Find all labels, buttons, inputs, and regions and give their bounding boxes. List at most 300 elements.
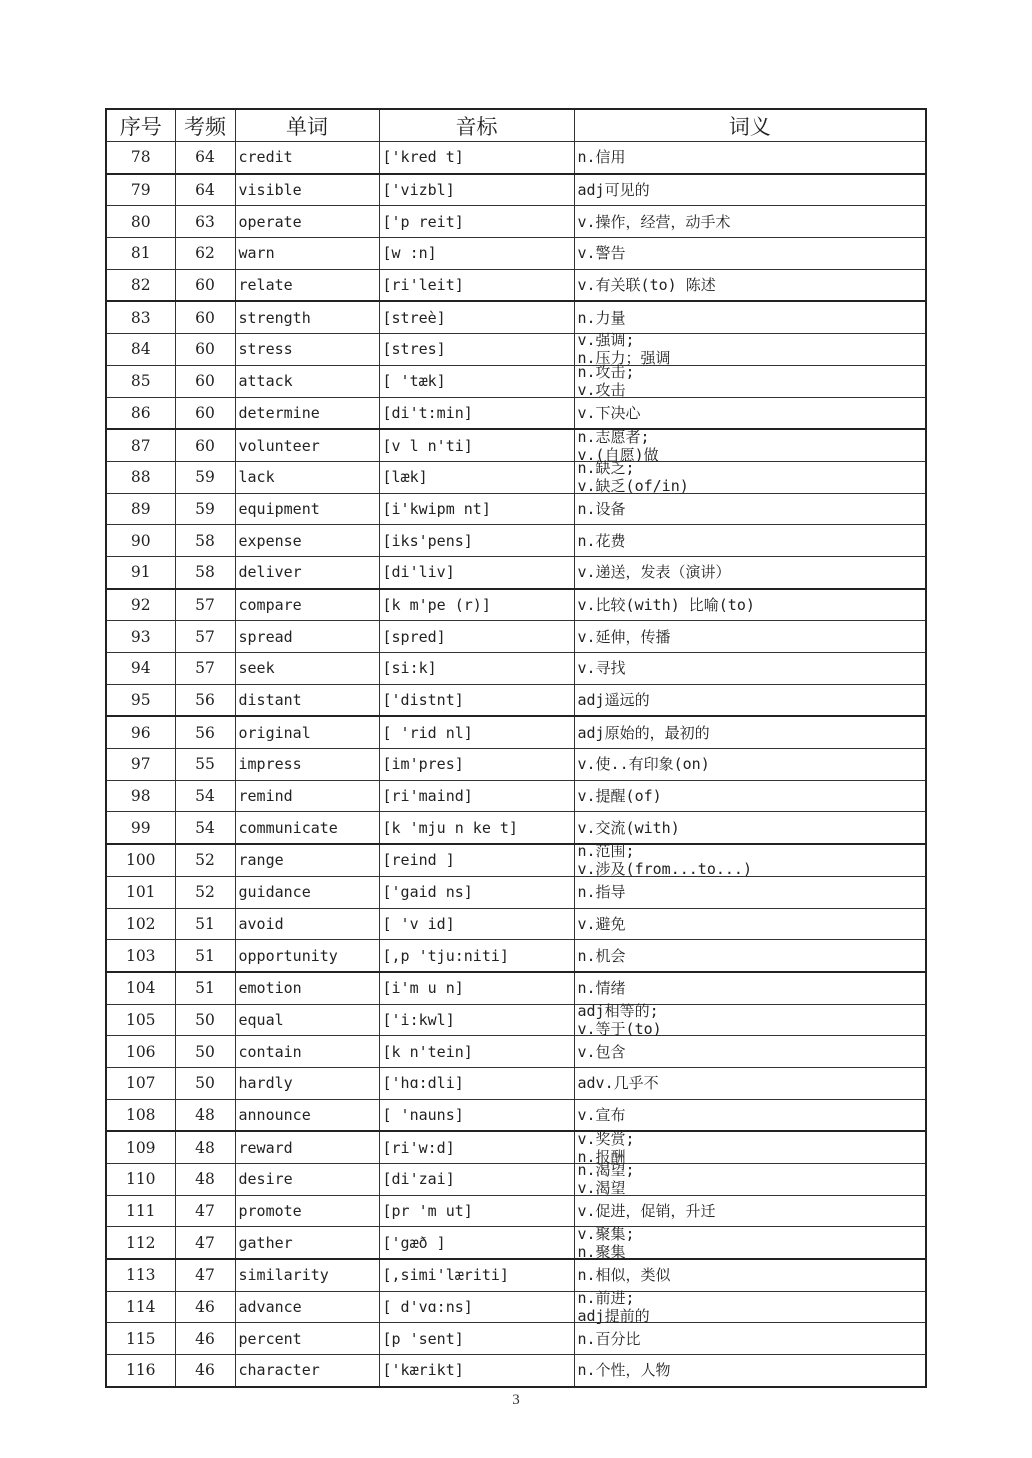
meaning-lines [578,270,923,300]
meaning-lines [578,175,923,205]
row-phonetic: [ 'rid nl] [379,716,574,748]
row-word: guidance [235,876,379,908]
table-row [106,397,926,429]
row-frequency: 48 [175,1131,235,1163]
meaning-line: n.渴望; [577,1161,635,1180]
meaning-line: v.避免 [577,914,626,933]
row-index: 85 [106,365,175,397]
table-row [106,493,926,525]
header-phonetic: 音标 [379,109,574,142]
header-meaning: 词义 [574,109,926,142]
table-row [106,269,926,301]
meaning-lines [578,526,923,556]
table-row [106,1131,926,1163]
meaning-line: adj相等的; [577,1001,659,1020]
row-index: 89 [106,493,175,525]
row-index: 114 [106,1291,175,1323]
meaning-lines [578,1260,923,1290]
row-index: 105 [106,1004,175,1036]
meaning-lines [578,653,923,683]
row-word: impress [235,749,379,781]
row-phonetic: [p 'sent] [379,1323,574,1355]
row-meaning [574,653,926,685]
meaning-line: n.前进; [577,1289,635,1308]
row-meaning [574,1224,926,1261]
meaning-lines [577,427,923,464]
table-row [106,844,926,876]
meaning-lines [578,590,923,620]
row-meaning [574,459,926,496]
row-phonetic: [di't:min] [379,397,574,429]
table-row [106,876,926,908]
row-phonetic: [k m'pe (r)] [379,589,574,621]
meaning-line: v.交流(with) [577,818,680,837]
row-word: desire [235,1164,379,1196]
row-phonetic: [v l n'ti] [379,429,574,461]
row-meaning [574,525,926,557]
table-row [106,174,926,206]
meaning-line: n.相似，类似 [577,1266,671,1285]
meaning-lines [578,238,923,268]
meaning-lines [578,877,923,907]
table-row [106,1323,926,1355]
row-word: gather [235,1227,379,1259]
row-frequency: 60 [175,334,235,366]
meaning-line: v.比较(with) 比喻(to) [577,595,755,614]
row-word: volunteer [235,429,379,461]
row-phonetic: ['gaid ns] [379,876,574,908]
row-word: reward [235,1131,379,1163]
row-meaning [574,1355,926,1387]
row-meaning [574,331,926,368]
row-index: 112 [106,1227,175,1259]
row-phonetic: [reind ] [379,844,574,876]
row-meaning [574,1036,926,1068]
row-index: 107 [106,1067,175,1099]
row-meaning [574,1099,926,1131]
meaning-line: adv.几乎不 [577,1074,659,1093]
row-index: 95 [106,684,175,716]
row-phonetic: [k n'tein] [379,1036,574,1068]
row-phonetic: [si:k] [379,653,574,685]
row-frequency: 64 [175,142,235,174]
row-frequency: 47 [175,1227,235,1259]
row-word: equal [235,1004,379,1036]
meaning-lines [578,1068,923,1098]
meaning-lines [578,303,923,333]
row-phonetic: [læk] [379,461,574,493]
row-meaning [574,972,926,1004]
row-index: 108 [106,1099,175,1131]
row-index: 99 [106,812,175,844]
row-phonetic: [streè] [379,301,574,333]
row-meaning [574,1161,926,1198]
meaning-lines [578,1100,923,1130]
meaning-lines [577,331,923,368]
meaning-line: n.聚集 [577,1242,626,1261]
row-word: character [235,1355,379,1387]
row-index: 80 [106,206,175,238]
meaning-line: v.奖赏; [577,1129,635,1148]
meaning-line: n.机会 [577,946,626,965]
meaning-line: n.花费 [577,531,626,550]
row-word: avoid [235,908,379,940]
meaning-line: v.宣布 [577,1105,626,1124]
row-meaning [574,174,926,206]
meaning-lines [578,622,923,652]
table-row [106,1036,926,1068]
meaning-line: n.设备 [577,499,626,518]
meaning-line: n.个性，人物 [577,1361,671,1380]
meaning-line: n.百分比 [577,1329,641,1348]
row-meaning [574,363,926,400]
row-frequency: 51 [175,972,235,1004]
header-index: 序号 [106,109,175,142]
row-meaning [574,301,926,333]
row-frequency: 46 [175,1291,235,1323]
table-row [106,1195,926,1227]
row-word: strength [235,301,379,333]
row-frequency: 50 [175,1004,235,1036]
meaning-line: v.聚集; [577,1224,635,1243]
row-meaning [574,1323,926,1355]
meaning-line: v.提醒(of) [577,787,662,806]
meaning-line: adj原始的，最初的 [577,723,710,742]
row-frequency: 59 [175,493,235,525]
row-word: contain [235,1036,379,1068]
row-meaning [574,206,926,238]
meaning-lines [578,1355,923,1385]
row-word: promote [235,1195,379,1227]
meaning-line: n.缺乏; [577,459,635,478]
row-phonetic: ['i:kwl] [379,1004,574,1036]
row-meaning [574,142,926,174]
table-row [106,1291,926,1323]
table-row [106,461,926,493]
row-word: credit [235,142,379,174]
row-meaning [574,684,926,716]
row-frequency: 46 [175,1323,235,1355]
row-frequency: 60 [175,301,235,333]
row-meaning [574,1067,926,1099]
table-row [106,812,926,844]
table-row [106,334,926,366]
row-word: opportunity [235,940,379,972]
row-phonetic: [ 'v id] [379,908,574,940]
row-frequency: 52 [175,876,235,908]
table-row [106,525,926,557]
row-frequency: 56 [175,716,235,748]
row-word: relate [235,269,379,301]
row-frequency: 52 [175,844,235,876]
row-phonetic: [ 'tæk] [379,365,574,397]
row-index: 101 [106,876,175,908]
row-phonetic: [pr 'm ut] [379,1195,574,1227]
row-index: 87 [106,429,175,461]
row-word: seek [235,653,379,685]
row-phonetic: ['kærikt] [379,1355,574,1387]
row-phonetic: [stres] [379,334,574,366]
meaning-lines [578,909,923,939]
row-frequency: 63 [175,206,235,238]
meaning-line: v.延伸，传播 [577,627,671,646]
row-frequency: 57 [175,653,235,685]
row-index: 82 [106,269,175,301]
meaning-lines [578,1196,923,1226]
row-word: distant [235,684,379,716]
table-row [106,206,926,238]
row-frequency: 47 [175,1259,235,1291]
row-word: visible [235,174,379,206]
meaning-line: v.寻找 [577,659,626,678]
meaning-lines [577,1224,923,1261]
row-index: 102 [106,908,175,940]
row-meaning [574,238,926,270]
row-phonetic: [,simi'læriti] [379,1259,574,1291]
row-phonetic: [di'zai] [379,1164,574,1196]
row-word: lack [235,461,379,493]
meaning-line: adj可见的 [577,181,650,200]
meaning-line: n.压力；强调 [577,349,671,368]
row-frequency: 46 [175,1355,235,1387]
row-meaning [574,749,926,781]
row-phonetic: [ d'vɑ:ns] [379,1291,574,1323]
meaning-line: n.志愿者; [577,427,650,446]
table-row [106,684,926,716]
row-phonetic: [w :n] [379,238,574,270]
meaning-lines [578,941,923,971]
row-frequency: 50 [175,1036,235,1068]
meaning-lines [577,1001,923,1038]
row-frequency: 58 [175,556,235,588]
meaning-lines [577,1161,923,1198]
row-frequency: 51 [175,908,235,940]
row-word: announce [235,1099,379,1131]
row-meaning [574,427,926,464]
row-frequency: 60 [175,269,235,301]
row-index: 91 [106,556,175,588]
meaning-line: v.缺乏(of/in) [577,477,689,496]
table-row [106,940,926,972]
meaning-line: v.警告 [577,244,626,263]
meaning-line: adj遥远的 [577,691,650,710]
row-word: operate [235,206,379,238]
row-meaning [574,621,926,653]
row-word: range [235,844,379,876]
row-phonetic: ['distnt] [379,684,574,716]
row-word: communicate [235,812,379,844]
meaning-lines [577,459,923,496]
row-index: 98 [106,780,175,812]
row-phonetic: [i'kwipm nt] [379,493,574,525]
row-phonetic: [,p 'tju:niti] [379,940,574,972]
row-meaning [574,716,926,748]
row-phonetic: [di'liv] [379,556,574,588]
row-meaning [574,940,926,972]
meaning-line: adj提前的 [577,1307,650,1326]
row-word: hardly [235,1067,379,1099]
row-frequency: 50 [175,1067,235,1099]
row-phonetic: ['vizbl] [379,174,574,206]
row-frequency: 48 [175,1164,235,1196]
meaning-lines [578,1324,923,1354]
table-row [106,1067,926,1099]
table-row [106,556,926,588]
meaning-lines [578,557,923,587]
row-phonetic: ['p reit] [379,206,574,238]
row-index: 115 [106,1323,175,1355]
row-word: compare [235,589,379,621]
row-frequency: 48 [175,1099,235,1131]
row-word: deliver [235,556,379,588]
table-row [106,653,926,685]
row-index: 96 [106,716,175,748]
meaning-line: n.力量 [577,308,626,327]
meaning-line: v.包含 [577,1042,626,1061]
row-word: equipment [235,493,379,525]
row-index: 111 [106,1195,175,1227]
meaning-line: v.攻击 [577,381,626,400]
page-number: 3 [512,1392,520,1408]
table-row [106,1355,926,1387]
row-index: 83 [106,301,175,333]
row-index: 79 [106,174,175,206]
meaning-line: v.递送，发表（演讲） [577,563,731,582]
row-index: 88 [106,461,175,493]
row-frequency: 55 [175,749,235,781]
meaning-lines [578,813,923,843]
meaning-lines [578,1037,923,1067]
vocabulary-table [105,108,927,1388]
row-phonetic: [iks'pens] [379,525,574,557]
row-meaning [574,269,926,301]
meaning-lines [577,1129,923,1166]
meaning-lines [577,1289,923,1326]
row-meaning [574,397,926,429]
meaning-line: v.下决心 [577,403,641,422]
table-row [106,142,926,174]
row-meaning [574,556,926,588]
row-index: 94 [106,653,175,685]
row-word: determine [235,397,379,429]
row-frequency: 54 [175,812,235,844]
meaning-line: v.等于(to) [577,1019,662,1038]
row-meaning [574,1289,926,1326]
meaning-line: v.操作，经营，动手术 [577,212,731,231]
row-index: 86 [106,397,175,429]
meaning-line: v.使..有印象(on) [577,755,710,774]
row-phonetic: [ri'maind] [379,780,574,812]
row-word: percent [235,1323,379,1355]
row-phonetic: ['hɑ:dli] [379,1067,574,1099]
row-index: 93 [106,621,175,653]
row-meaning [574,1129,926,1166]
meaning-line: v.涉及(from...to...) [577,860,752,879]
row-frequency: 56 [175,684,235,716]
row-frequency: 57 [175,589,235,621]
meaning-lines [578,207,923,237]
row-index: 104 [106,972,175,1004]
row-phonetic: [spred] [379,621,574,653]
row-phonetic: [i'm u n] [379,972,574,1004]
row-meaning [574,842,926,879]
meaning-line: v.强调; [577,331,635,350]
meaning-line: v.(自愿)做 [577,445,659,464]
meaning-line: n.指导 [577,883,626,902]
table-row [106,749,926,781]
row-word: spread [235,621,379,653]
meaning-line: n.报酬 [577,1147,626,1166]
table-row [106,716,926,748]
row-phonetic: [k 'mju n ke t] [379,812,574,844]
meaning-lines [578,685,923,715]
row-phonetic: [im'pres] [379,749,574,781]
row-frequency: 60 [175,365,235,397]
row-word: remind [235,780,379,812]
row-phonetic: ['gæð ] [379,1227,574,1259]
row-meaning [574,1195,926,1227]
row-frequency: 57 [175,621,235,653]
header-row [106,109,926,142]
row-word: original [235,716,379,748]
row-word: stress [235,334,379,366]
row-index: 90 [106,525,175,557]
meaning-lines [577,363,923,400]
meaning-line: v.渴望 [577,1179,626,1198]
row-index: 113 [106,1259,175,1291]
row-meaning [574,812,926,844]
meaning-lines [577,842,923,879]
header-word: 单词 [235,109,379,142]
meaning-line: n.攻击; [577,363,635,382]
row-frequency: 60 [175,397,235,429]
row-index: 92 [106,589,175,621]
meaning-line: n.范围; [577,842,635,861]
meaning-lines [578,749,923,779]
meaning-line: v.有关联(to) 陈述 [577,276,716,295]
row-index: 109 [106,1131,175,1163]
meaning-line: n.情绪 [577,979,626,998]
row-meaning [574,876,926,908]
row-phonetic: [ 'nauns] [379,1099,574,1131]
row-phonetic: [ri'leit] [379,269,574,301]
row-index: 103 [106,940,175,972]
table-row [106,1259,926,1291]
row-word: advance [235,1291,379,1323]
row-meaning [574,1001,926,1038]
row-index: 81 [106,238,175,270]
row-index: 100 [106,844,175,876]
row-frequency: 47 [175,1195,235,1227]
table-row [106,1164,926,1196]
row-frequency: 51 [175,940,235,972]
row-frequency: 62 [175,238,235,270]
row-word: attack [235,365,379,397]
row-meaning [574,780,926,812]
row-word: warn [235,238,379,270]
row-phonetic: ['kred t] [379,142,574,174]
meaning-lines [578,973,923,1003]
meaning-line: v.促进，促销，升迁 [577,1202,716,1221]
row-phonetic: [ri'w:d] [379,1131,574,1163]
table-row [106,1004,926,1036]
table-row [106,972,926,1004]
table-body [106,142,926,1387]
row-index: 97 [106,749,175,781]
header-frequency: 考频 [175,109,235,142]
row-frequency: 64 [175,174,235,206]
row-word: emotion [235,972,379,1004]
